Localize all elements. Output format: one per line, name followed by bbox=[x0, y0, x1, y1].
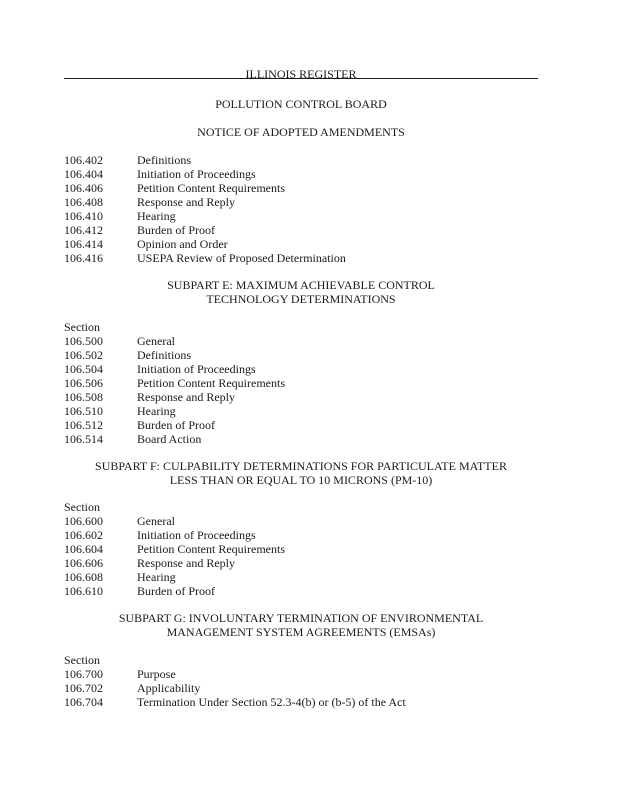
header-rule bbox=[64, 78, 538, 79]
section-title: Initiation of Proceedings bbox=[137, 362, 256, 376]
section-title: Response and Reply bbox=[137, 556, 235, 570]
section-title: Petition Content Requirements bbox=[137, 542, 285, 556]
section-title: Response and Reply bbox=[137, 195, 235, 209]
section-number: 106.608 bbox=[64, 570, 103, 584]
section-number: 106.502 bbox=[64, 348, 103, 362]
notice-title: NOTICE OF ADOPTED AMENDMENTS bbox=[197, 125, 405, 139]
section-number: 106.700 bbox=[64, 667, 103, 681]
section-number: 106.416 bbox=[64, 251, 103, 265]
board-name: POLLUTION CONTROL BOARD bbox=[215, 97, 387, 111]
section-number: 106.412 bbox=[64, 223, 103, 237]
section-number: 106.604 bbox=[64, 542, 103, 556]
section-number: 106.514 bbox=[64, 432, 103, 446]
section-number: 106.406 bbox=[64, 181, 103, 195]
section-number: 106.414 bbox=[64, 237, 103, 251]
section-number: 106.404 bbox=[64, 167, 103, 181]
section-number: 106.610 bbox=[64, 584, 103, 598]
register-title: ILLINOIS REGISTER bbox=[245, 67, 357, 81]
subpart-g-heading-line2: MANAGEMENT SYSTEM AGREEMENTS (EMSAs) bbox=[166, 625, 436, 639]
section-number: 106.506 bbox=[64, 376, 103, 390]
section-title: Purpose bbox=[137, 667, 176, 681]
section-title: Initiation of Proceedings bbox=[137, 528, 256, 542]
section-number: 106.602 bbox=[64, 528, 103, 542]
section-title: Definitions bbox=[137, 348, 191, 362]
section-title: Board Action bbox=[137, 432, 202, 446]
section-title: Response and Reply bbox=[137, 390, 235, 404]
section-number: 106.704 bbox=[64, 695, 103, 709]
section-number: 106.600 bbox=[64, 514, 103, 528]
section-label: Section bbox=[64, 320, 100, 334]
section-title: Initiation of Proceedings bbox=[137, 167, 256, 181]
section-number: 106.408 bbox=[64, 195, 103, 209]
section-title: Hearing bbox=[137, 570, 176, 584]
section-title: Hearing bbox=[137, 404, 176, 418]
section-title: Petition Content Requirements bbox=[137, 376, 285, 390]
section-title: Burden of Proof bbox=[137, 223, 215, 237]
subpart-e-heading: SUBPART E: MAXIMUM ACHIEVABLE CONTROL bbox=[167, 278, 435, 292]
section-number: 106.402 bbox=[64, 153, 103, 167]
section-number: 106.702 bbox=[64, 681, 103, 695]
subpart-f-heading-line2: LESS THAN OR EQUAL TO 10 MICRONS (PM-10) bbox=[169, 473, 433, 487]
subpart-f-heading: SUBPART F: CULPABILITY DETERMINATIONS FOR PARTICULATE MATTER bbox=[95, 459, 507, 473]
section-title: Hearing bbox=[137, 209, 176, 223]
section-number: 106.512 bbox=[64, 418, 103, 432]
subpart-e-heading-line2: TECHNOLOGY DETERMINATIONS bbox=[206, 292, 396, 306]
section-title: Burden of Proof bbox=[137, 584, 215, 598]
section-label: Section bbox=[64, 653, 100, 667]
section-number: 106.500 bbox=[64, 334, 103, 348]
section-title: Termination Under Section 52.3-4(b) or (b-5) of the Act bbox=[137, 695, 406, 709]
section-title: Applicability bbox=[137, 681, 201, 695]
section-title: General bbox=[137, 334, 175, 348]
section-number: 106.510 bbox=[64, 404, 103, 418]
section-number: 106.504 bbox=[64, 362, 103, 376]
section-number: 106.508 bbox=[64, 390, 103, 404]
section-number: 106.410 bbox=[64, 209, 103, 223]
section-title: USEPA Review of Proposed Determination bbox=[137, 251, 346, 265]
subpart-g-heading: SUBPART G: INVOLUNTARY TERMINATION OF ENVIRONMENTAL bbox=[118, 611, 484, 625]
section-number: 106.606 bbox=[64, 556, 103, 570]
section-title: Burden of Proof bbox=[137, 418, 215, 432]
section-title: Definitions bbox=[137, 153, 191, 167]
section-title: Opinion and Order bbox=[137, 237, 228, 251]
section-label: Section bbox=[64, 500, 100, 514]
section-title: General bbox=[137, 514, 175, 528]
section-title: Petition Content Requirements bbox=[137, 181, 285, 195]
